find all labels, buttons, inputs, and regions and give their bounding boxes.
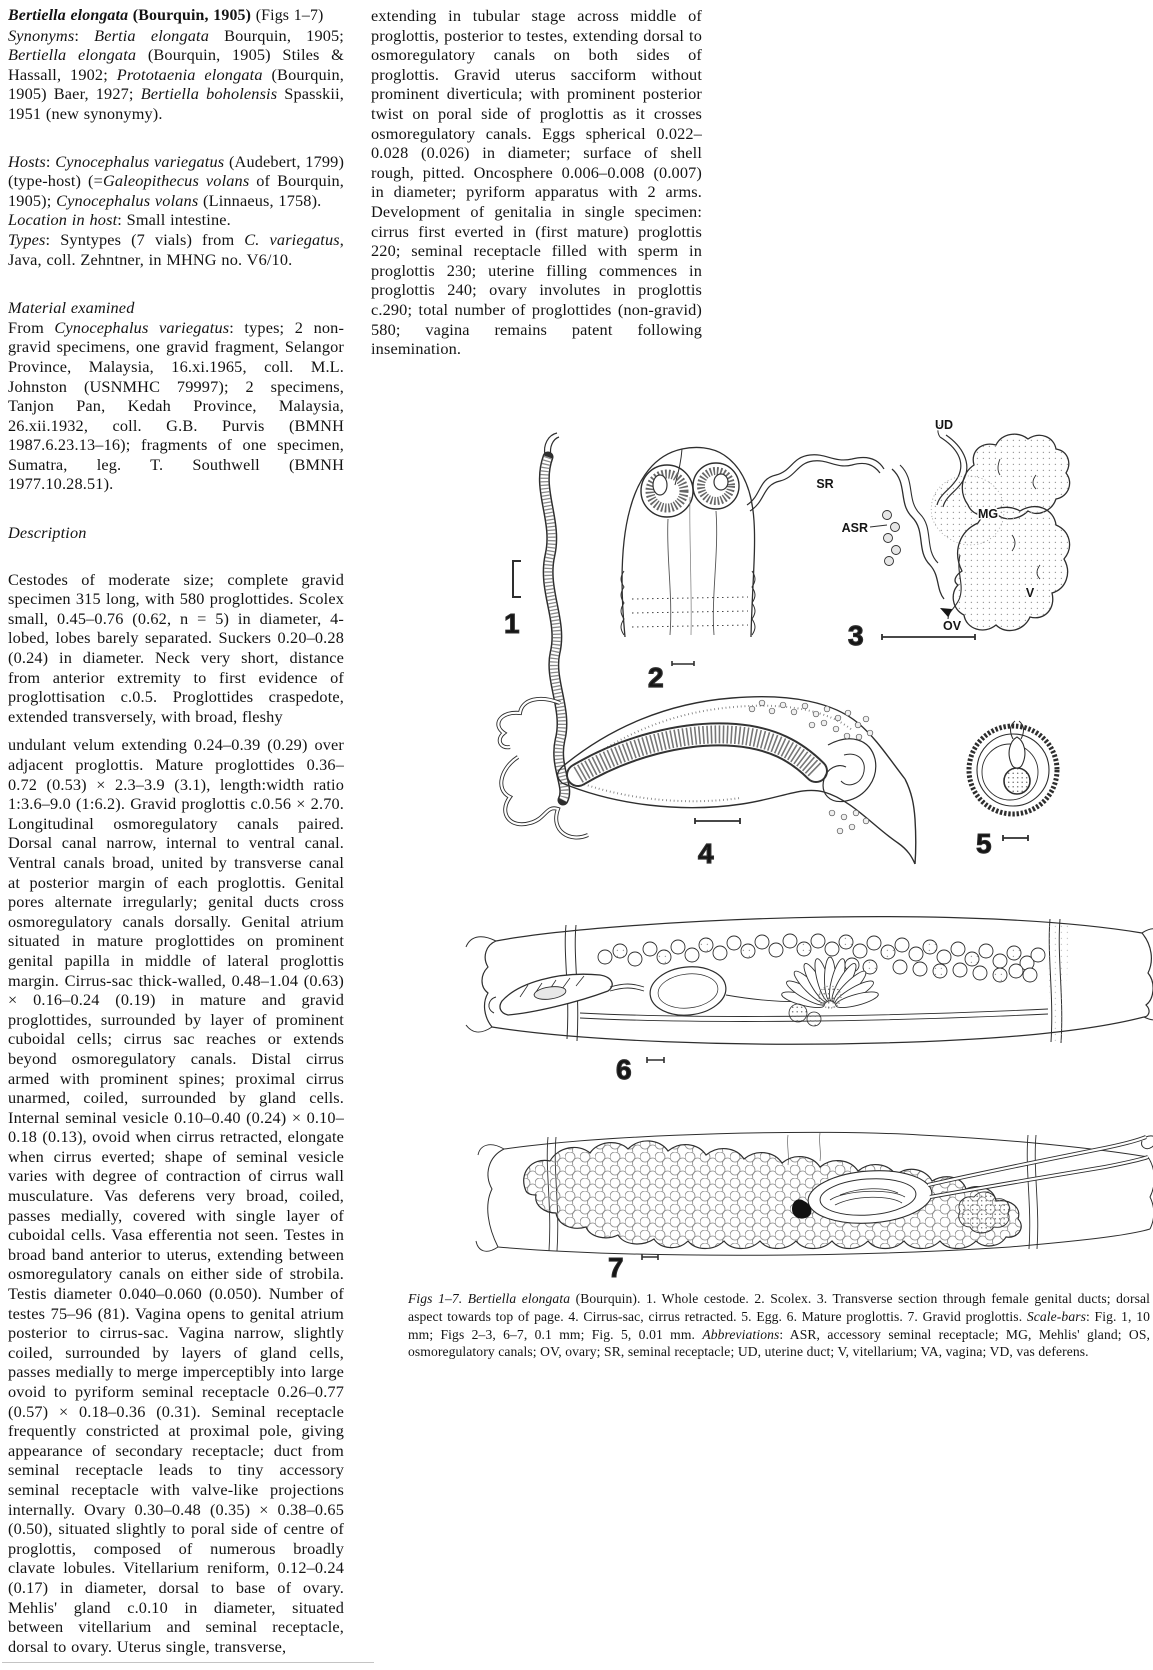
figure-2-number: 2 [648, 662, 664, 693]
figure-2-scolex [621, 447, 755, 693]
figure-1-whole-cestode [504, 433, 565, 800]
types-paragraph: Types: Syntypes (7 vials) from C. variegatus, Java, coll. Zehntner, in MHNG no. V6/10. [8, 229, 344, 269]
ovary-arrow [940, 608, 952, 617]
figure-5-scale-bar [1003, 835, 1028, 841]
figure-6-scale-bar [647, 1057, 664, 1063]
oncosphere [1004, 768, 1030, 794]
page-bottom-rule [2, 1662, 374, 1663]
description-paragraph-2: undulant velum extending 0.24–0.39 (0.29) over adjacent proglottis. Mature proglottides 0.36–0.72 (0.53) × 2.3–3.9 (3.1), length:width ratio 1:3.6–9.0 (1:6.2). Gravid proglottis c.0.56 × 2.70. Longitudinal osmoregulatory canals paired. Dorsal canal narrow, internal to ventral canal. Ventral canals broad, united by transverse canal at posterior margin of each proglottis. Genital pores alternate irregularly; genital ducts cross osmoregulatory canals dorsally. Genital atrium situated in mature proglottides on prominent genital papilla in middle of lateral proglottis margin. Cirrus-sac thick-walled, 0.48–1.04 (0.63) × 0.16–0.24 (0.19) in mature and gravid proglottides, surrounded by layer of prominent cuboidal cells; cirrus sac reaches or extends beyond osmoregulatory canals. Distal cirrus armed with prominent spines; proximal cirrus unarmed, coiled, surrounded by gland cells. Internal seminal vesicle 0.10–0.40 (0.24) × 0.10–0.18 (0.13), ovoid when cirrus retracted, elongate when cirrus everted; shape of seminal vesicle varies with degree of contraction of cirrus wall musculature. Vas deferens very broad, coiled, passes medially, covered with single layer of cuboidal cells. Vasa efferentia not seen. Testes in broad band anterior to uterus, extending between osmoregulatory canals on either side of strobila. Testis diameter 0.040–0.060 (0.050). Number of testes 75–96 (81). Vagina opens to genital atrium posterior to cirrus-sac. Vagina narrow, slightly coiled, surrounded by layers of gland cells, passes medially to merge imperceptibly into large ovoid to pyriform seminal receptacle 0.26–0.77 (0.57) × 0.18–0.36 (0.31). Seminal receptacle frequently constricted at proximal pole, giving appearance of secondary receptacle; duct from seminal receptacle leads to tiny accessory seminal receptacle with valve-like projections internally. Ovary 0.30–0.48 (0.35) × 0.38–0.65 (0.50), situated slightly to poral side of centre of proglottis, composed of numerous broadly clavate lobules. Vitellarium reniform, 0.12–0.24 (0.17) in diameter, dorsal to base of ovary. Mehlis' gland c.0.10 in diameter, situated between vitellarium and seminal receptacle, dorsal to ovary. Uterus single, transverse, [8, 735, 344, 1656]
figure-5-number: 5 [976, 828, 992, 859]
figure-3-scale-bar [882, 634, 975, 640]
mehlis-gland-label: MG [978, 507, 999, 521]
vitellarium-label: V [1025, 586, 1035, 600]
sucker-left [641, 465, 693, 517]
left-text-column [8, 6, 344, 1658]
seminal-receptacle-label: SR [816, 477, 834, 491]
figure-4-number: 4 [698, 838, 714, 869]
figure-6-number: 6 [616, 1054, 632, 1085]
accessory-seminal-receptacle-beads [883, 511, 901, 566]
figure-caption: Figs 1–7. Bertiella elongata (Bourquin). 1. Whole cestode. 2. Scolex. 3. Transverse section through female genital ducts; dorsal aspect towards top of page. 4. Cirrus-sac, cirrus retracted. 5. Egg. 6. Mature proglottis. 7. Gravid proglottis. Scale-bars: Fig. 1, 10 mm; Figs 2–3, 6–7, 0.1 mm; Fig. 5, 0.01 mm. Abbreviations: ASR, accessory seminal receptacle; MG, Mehlis' gland; OS, osmoregulatory canals; OV, ovary; SR, seminal receptacle; UD, uterine duct; V, vitellarium; VA, vagina; VD, vas deferens. [408, 1291, 1150, 1360]
asr-leader-line [870, 525, 887, 527]
hosts-paragraph: Hosts: Cynocephalus variegatus (Audebert, 1799) (type-host) (=Galeopithecus volans of Bourquin, 1905); Cynocephalus volans (Linnaeus, 1758). [8, 151, 344, 210]
seminal-receptacle [648, 963, 729, 1019]
description-heading: Description [8, 523, 87, 543]
figure-1-number: 1 [504, 608, 520, 639]
figure-4-scale-bar [695, 818, 740, 824]
mehlis-gland [819, 986, 841, 1008]
figure-6-mature-proglottis [466, 917, 1153, 1085]
material-examined-paragraph: From Cynocephalus variegatus: types; 2 non-gravid specimens, one gravid fragment, Selangor Province, Malaysia, 16.xi.1965, coll. M.L. Johnston (USNMHC 79997); 2 specimens, Tanjon Pan, Kedah Province, Malaysia, 26.xii.1932, coll. G.B. Purvis (BMNH 1987.6.23.13–16); fragments of one specimen, Sumatra, leg. T. Southwell (BMNH 1977.10.28.51). [8, 317, 344, 494]
figure-5-egg [969, 721, 1057, 859]
figure-7-number: 7 [608, 1252, 624, 1283]
figure-3-number: 3 [848, 620, 864, 651]
description-continuation-paragraph: extending in tubular stage across middle of proglottis, posterior to testes, extending dorsal to osmoregulatory canals on both sides of proglottis. Gravid uterus sacciform without prominent diverticula; with prominent posterior twist on poral side of proglottis as it crosses osmoregulatory canals. Eggs spherical 0.022–0.028 (0.026) in diameter; surface of shell rough, pitted. Oncosphere 0.006–0.008 (0.007) in diameter; pyriform apparatus with 2 arms. Development of genitalia in single specimen: cirrus first everted in (first mature) proglottis 220; seminal receptacle filled with sperm in proglottis 230; uterine filling commences in proglottis 240; ovary involutes in proglottis c.290; total number of proglottides (non-gravid) 580; vagina remains patent following insemination. [371, 6, 702, 359]
material-examined-heading: Material examined [8, 298, 135, 318]
sucker-right [693, 463, 739, 509]
description-paragraph-1: Cestodes of moderate size; complete gravid specimen 315 long, with 580 proglottides. Scolex small, 0.45–0.76 (0.62, n = 5) in diameter, 4-lobed, lobes barely separated. Suckers 0.20–0.28 (0.24) in diameter. Neck very short, distance from anterior extremity to first evidence of proglottisation c.0.5. Proglottides craspedote, extended transversely, with broad, fleshy [8, 569, 344, 726]
figure-1-scale-bar [513, 561, 521, 597]
location-in-host-paragraph: Location in host: Small intestine. [8, 210, 231, 230]
figure-7-gravid-proglottis [476, 1132, 1153, 1283]
uterine-duct-label: UD [934, 418, 954, 432]
pyriform-apparatus [1009, 737, 1025, 768]
species-heading: Bertiella elongata (Bourquin, 1905) (Figs 1–7) [8, 7, 324, 24]
right-text-column [371, 6, 702, 359]
synonyms-paragraph: Synonyms: Bertia elongata Bourquin, 1905; Bertiella elongata (Bourquin, 1905) Stiles & Hassall, 1902; Prototaenia elongata (Bourquin, 1905) Baer, 1927; Bertiella boholensis Spasskii, 1951 (new synonymy). [8, 25, 344, 123]
ovary-label: OV [942, 619, 962, 633]
figure-2-scale-bar [672, 661, 694, 666]
figure-plate [400, 385, 1153, 1285]
accessory-seminal-receptacle-label: ASR [841, 521, 868, 535]
figure-3-female-genital-ducts [747, 418, 1070, 651]
